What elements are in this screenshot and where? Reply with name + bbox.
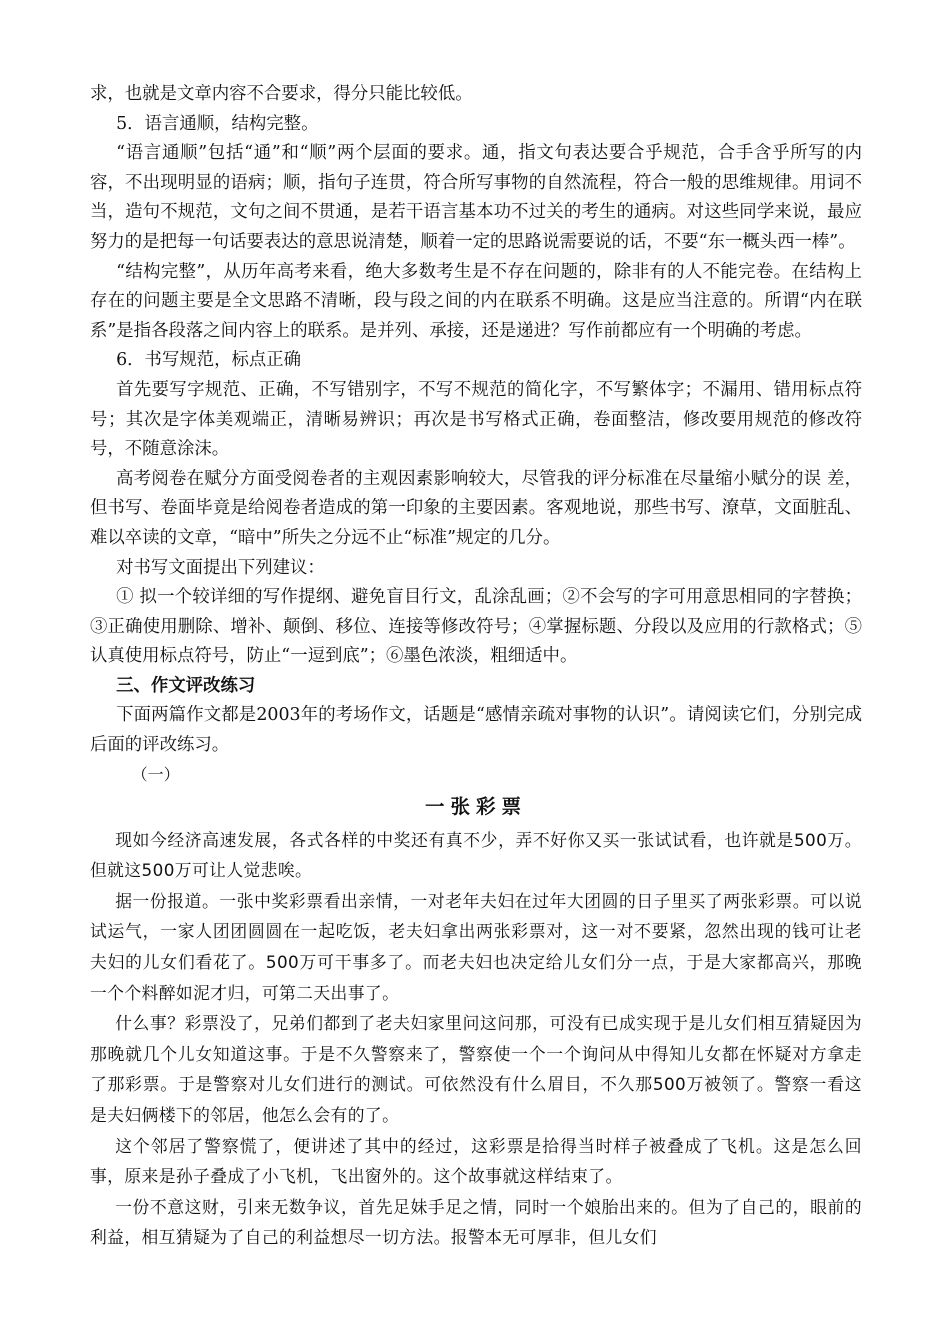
- section-heading-5: 5．语言通顺，结构完整。: [116, 113, 319, 134]
- essay-paragraph-1: 现如今经济高速发展，各式各样的中奖还有真不少，弄不好你又买一张试试看，也许就是500万。但就这500万可让人觉悲唉。: [90, 829, 862, 881]
- essay-paragraph-3: 什么事？彩票没了，兄弟们都到了老夫妇家里问这问那，可没有已成实现于是儿女们相互猜疑因为那晚就几个儿女知道这事。于是不久警察来了，警察使一个一个询问从中得知儿女都在怀疑对方拿走了那彩票。于是警察对儿女们进行的测试。可依然没有什么眉目，不久那500万被领了。警察一看这是夫妇俩楼下的邻居，他怎么会有的了。: [90, 1013, 862, 1125]
- essay-title: 一张彩票: [424, 794, 527, 818]
- paragraph-grading: 高考阅卷在赋分方面受阅卷者的主观因素影响较大，尽管我的评分标准在尽量缩小赋分的误 差，但书写、卷面毕竟是给阅卷者造成的第一印象的主要因素。客观地说，那些书写、潦草，文面脏乱、难以卒读的文章，“暗中”所失之分远不止“标准”规定的几分。: [90, 468, 862, 548]
- essay-paragraph-2: 据一份报道。一张中奖彩票看出亲情，一对老年夫妇在过年大团圆的日子里买了两张彩票。可以说试运气，一家人团团圆圆在一起吃饭，老夫妇拿出两张彩票对，这一对不要紧，忽然出现的钱可让老夫妇的儿女们看花了。500万可干事多了。而老夫妇也决定给儿女们分一点，于是大家都高兴，那晚一个个料醉如泥才归，可第二天出事了。: [90, 890, 862, 1003]
- paragraph-suggestions-intro: 对书写文面提出下列建议：: [116, 557, 325, 578]
- essay-paragraph-4: 这个邻居了警察慌了，便讲述了其中的经过，这彩票是拾得当时样子被叠成了飞机。这是怎么回事，原来是孙子叠成了小飞机，飞出窗外的。这个故事就这样结束了。: [90, 1135, 862, 1187]
- paragraph-exercise-intro: 下面两篇作文都是2003年的考场作文，话题是“感情亲疏对事物的认识”。请阅读它们，分别完成后面的评改练习。: [90, 705, 862, 756]
- essay-paragraph-5: 一份不意这财，引来无数争议，首先足妹手足之情，同时一个娘胎出来的。但为了自己的，眼前的利益，相互猜疑为了自己的利益想尽一切方法。报警本无可厚非，但儿女们: [90, 1196, 862, 1248]
- document-page: [90, 80, 862, 1253]
- section-heading-6: 6．书写规范，标点正确: [116, 350, 302, 371]
- paragraph-fluency: “语言通顺”包括“通”和“顺”两个层面的要求。通，指文句表达要合乎规范，合手含乎所写的内容，不出现明显的语病；顺，指句子连贯，符合所写事物的自然流程，符合一般的思维规律。用词不当，造句不规范，文句之间不贯通，是若干语言基本功不过关的考生的通病。对这些同学来说，最应努力的是把每一句话要表达的意思说清楚，顺着一定的思路说需要说的话，不要“东一概头西一棒”。: [90, 143, 862, 252]
- paragraph-suggestions-list: ① 拟一个较详细的写作提纲、避免盲目行文，乱涂乱画；②不会写的字可用意思相同的字替换；③正确使用删除、增补、颠倒、移位、连接等修改符号；④掌握标题、分段以及应用的行款格式；⑤认真使用标点符号，防止“一逗到底”；⑥墨色浓淡，粗细适中。: [90, 587, 862, 667]
- essay-body: [90, 825, 862, 1253]
- paragraph-structure: “结构完整”，从历年高考来看，绝大多数考生是不存在问题的，除非有的人不能完卷。在结构上存在的问题主要是全文思路不清晰，段与段之间的内在联系不明确。这是应当注意的。所谓“内在联系”是指各段落之间内容上的联系。是并列、承接，还是递进？写作前都应有一个明确的考虑。: [90, 261, 862, 341]
- paragraph-handwriting: 首先要写字规范、正确，不写错别字，不写不规范的简化字，不写繁体字；不漏用、错用标点符号；其次是字体美观端正，清晰易辨识；再次是书写格式正确，卷面整洁，修改要用规范的修改符号，不随意涂沫。: [90, 379, 862, 460]
- paragraph-continuation: 求，也就是文章内容不合要求，得分只能比较低。: [90, 84, 473, 104]
- section-heading-3: 三、作文评改练习: [116, 675, 256, 696]
- subsection-label: （一）: [131, 764, 180, 784]
